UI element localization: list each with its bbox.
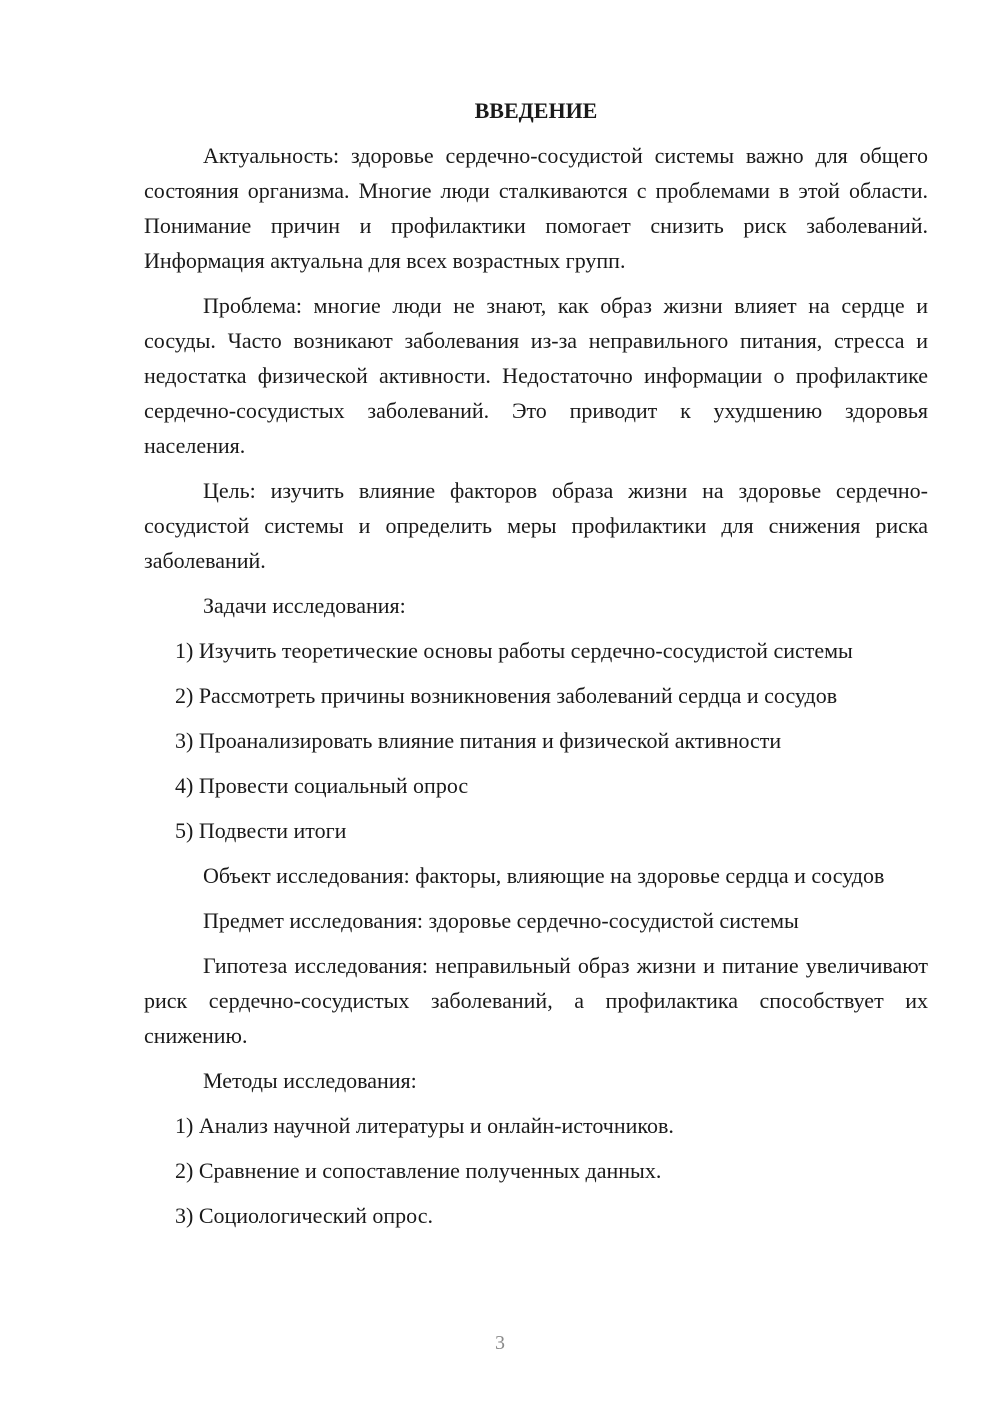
- task-item: 2) Рассмотреть причины возникновения заболеваний сердца и сосудов: [175, 683, 838, 708]
- document-body: [144, 96, 928, 1243]
- problem-paragraph: Проблема: многие люди не знают, как образ жизни влияет на сердце и сосуды. Часто возникают заболевания из-за неправильного питания, стресса и недостатка физической активности. Недостаточно информации о профилактике сердечно-сосудистых заболеваний. Это приводит к ухудшению здоровья населения.: [144, 293, 928, 458]
- relevance-paragraph: Актуальность: здоровье сердечно-сосудистой системы важно для общего состояния организма. Многие люди сталкиваются с проблемами в этой области. Понимание причин и профилактики помогает снизить риск заболеваний. Информация актуальна для всех возрастных групп.: [144, 143, 928, 273]
- tasks-title: Задачи исследования:: [203, 593, 406, 618]
- method-item: 2) Сравнение и сопоставление полученных данных.: [175, 1158, 662, 1183]
- method-item: 1) Анализ научной литературы и онлайн-источников.: [175, 1113, 674, 1138]
- subject-paragraph: Предмет исследования: здоровье сердечно-сосудистой системы: [203, 908, 799, 933]
- hypothesis-paragraph: Гипотеза исследования: неправильный образ жизни и питание увеличивают риск сердечно-сосудистых заболеваний, а профилактика способствует их снижению.: [144, 953, 928, 1048]
- methods-list: [144, 1108, 928, 1233]
- task-item: 5) Подвести итоги: [175, 818, 347, 843]
- task-item: 1) Изучить теоретические основы работы сердечно-сосудистой системы: [175, 638, 853, 663]
- page-number: 3: [495, 1332, 505, 1354]
- methods-title: Методы исследования:: [203, 1068, 417, 1093]
- method-item: 3) Социологический опрос.: [175, 1203, 433, 1228]
- tasks-list: [144, 633, 928, 848]
- object-paragraph: Объект исследования: факторы, влияющие на здоровье сердца и сосудов: [203, 863, 885, 888]
- section-heading: ВВЕДЕНИЕ: [474, 98, 598, 123]
- task-item: 3) Проанализировать влияние питания и физической активности: [175, 728, 782, 753]
- task-item: 4) Провести социальный опрос: [175, 773, 469, 798]
- goal-paragraph: Цель: изучить влияние факторов образа жизни на здоровье сердечно-сосудистой системы и определить меры профилактики для снижения риска заболеваний.: [144, 478, 928, 573]
